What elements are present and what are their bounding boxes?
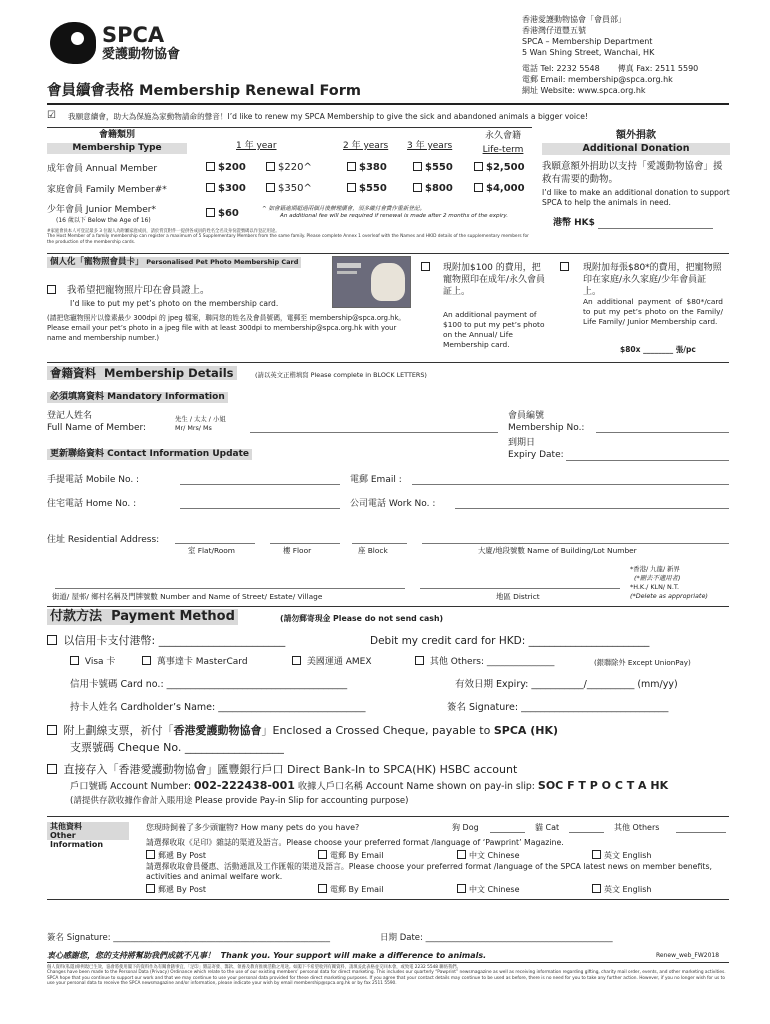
mobile-label: 手提電話 Mobile No. : <box>47 475 140 485</box>
privacy-notice: 個人資料(私隱)條例現已生效，協會將使用閣下的資料作為有關會籍事宜、「足印」雜誌寄發、籌款、領養及教育推廣活動之用途。如閣下不希望收到有關資料，請填妥此表格並交回本會，或致電 2232 5548 聯絡我們。 Changes have been made to the Personal Data (Privacy) Ordinance which relate to the use of our existing members’ personal data for direct marketing. This includes our quarterly “Pawprint” newsmagazine as well as receiving information regarding gifting, charity mail order, events, and other marketing activities. SPCA hope that you continue to support our work and that we may continue to use your personal data provided for these direct marketing purposes. If you agree that your contact details may continue to be used as before, there is no need for you to take any further action. However, if you no longer wish for us to use your personal data to receive the SPCA newsmagazine and/or information, please indicate your wish by email membership@spca.org.hk or by fax 2511 5590. <box>47 965 726 987</box>
photo-option-en: I’d like to put my pet’s photo on the membership card. <box>70 299 279 308</box>
dog-label: 狗 Dog <box>452 823 479 832</box>
title-options[interactable]: 先生 / 太太 / 小姐 Mr/ Mrs/ Ms <box>175 415 226 432</box>
donation-text-zh: 我願意額外捐助以支持「愛護動物協會」援救有需要的動物。 <box>542 161 723 185</box>
bank-account: 戶口號碼 Account Number: 002-222438-001 收據人戶口名稱 Account Name shown on pay-in slip: SOC F T P O C T A HK <box>70 779 669 792</box>
donation-title-zh: 額外捐款 <box>616 130 656 141</box>
cat-count-field[interactable] <box>569 832 604 833</box>
block-label: 座 Block <box>358 546 388 555</box>
floor-label: 樓 Floor <box>283 546 312 555</box>
region-options[interactable]: *香港/ 九龍/ 新界 (*刪去不適用者) *H.K./ KLN/ N.T. (*Delete as appropriate) <box>630 565 708 600</box>
bank-note: (請提供存款收據作會計入賬用途 Please provide Pay-in Slip for accounting purpose) <box>70 796 409 806</box>
street-field[interactable] <box>55 588 405 589</box>
expiry-date-label: 到期日 Expiry Date: <box>508 438 564 460</box>
donation-title-en: Additional Donation <box>542 143 730 155</box>
tel: 電話 Tel: 2232 5548 <box>522 64 600 73</box>
email-field[interactable] <box>412 484 729 485</box>
flat-label: 室 Flat/Room <box>188 546 236 555</box>
family-1y-option[interactable]: $300 <box>206 183 246 196</box>
news-post-option[interactable]: 郵遞 By Post <box>146 884 206 895</box>
col-3y: 3 年 years <box>407 141 453 151</box>
pawprint-email-option[interactable]: 電郵 By Email <box>318 850 384 861</box>
street-label: 街道/ 屋邨/ 鄉村名稱及門牌號數 Number and Name of Street/ Estate/ Village <box>52 592 323 601</box>
annual-3y-option[interactable]: $550 <box>413 162 453 175</box>
row-family-label: 家庭會員 Family Member#* <box>47 185 167 195</box>
dog-count-field[interactable] <box>490 832 525 833</box>
photo-fee-100-checkbox[interactable] <box>421 262 433 275</box>
family-note: #家庭會員本人可登記最多 3 位親人為附屬家庭成員，請於背頁附件一提供各成員的姓名全名及身份證號碼以作登記用途。 The Host Member of a family membership can register a maximum of 5 Supplementary Members from the same family. Please complete Annex 1 overleaf with the Names and HKID details of the supplementary members for the production of the membership cards. <box>47 229 529 245</box>
photo-fee-80-checkbox[interactable] <box>560 262 572 275</box>
building-label: 大廈/地段號數 Name of Building/Lot Number <box>478 546 637 555</box>
annual-1y-late-option[interactable]: $220^ <box>266 162 312 175</box>
details-title-note: (請以英文正楷填寫 Please complete in BLOCK LETTERS) <box>255 371 427 379</box>
full-name-field[interactable] <box>250 432 498 433</box>
cardholder-field[interactable]: 持卡人姓名 Cardholder’s Name: _______________________________ <box>70 702 366 713</box>
row-junior-label: 少年會員 Junior Member* <box>47 205 157 215</box>
intro-checkbox-icon[interactable]: ☑ <box>47 110 56 121</box>
family-1y-late-option[interactable]: $350^ <box>266 183 312 196</box>
photo-section-title: 個人化「寵物照會員卡」 Personalised Pet Photo Membership Card <box>47 257 301 268</box>
address-label: 住址 Residential Address: <box>47 535 160 545</box>
annual-2y-option[interactable]: $380 <box>347 162 387 175</box>
annual-life-option[interactable]: $2,500 <box>474 162 525 175</box>
pawprint-post-option[interactable]: 郵遞 By Post <box>146 850 206 861</box>
work-label: 公司電話 Work No. : <box>350 499 436 509</box>
photo-fee-80-zh: 現附加每張$80*的費用，把寵物照印在家庭/永久家庭/少年會員証上。 <box>583 263 722 297</box>
credit-amount-label[interactable]: Debit my credit card for HKD: _______________________ <box>370 635 650 647</box>
col-type-en: Membership Type <box>47 143 187 154</box>
org-name-zh: 愛護動物協會 <box>102 47 181 62</box>
family-life-option[interactable]: $4,000 <box>474 183 525 196</box>
payment-title: 付款方法 Payment Method <box>47 609 238 625</box>
visa-option[interactable]: Visa 卡 <box>70 656 115 668</box>
membership-no-label: 會員編號 Membership No.: <box>508 411 585 433</box>
others-card-option[interactable]: 其他 Others: _______________ <box>415 656 554 668</box>
family-2y-option[interactable]: $550 <box>347 183 387 196</box>
details-title: 會籍資料 Membership Details <box>47 366 237 380</box>
thanks-message: 衷心感謝您，您的支持將幫助我們成就不凡事！ Thank you. Your support will make a difference to animals. <box>47 951 487 960</box>
photo-fee-80-en: An additional payment of $80*/card to put my pet’s photo on the Family/ Life Family/ Junior Membership card. <box>583 297 723 326</box>
col-type-zh: 會籍類別 <box>98 130 135 140</box>
membership-no-field[interactable] <box>596 432 729 433</box>
cat-label: 貓 Cat <box>535 823 560 832</box>
card-signature-field[interactable]: 簽名 Signature: _______________________________ <box>447 702 669 713</box>
other-info-label: 其他資料 Other Information <box>47 822 129 840</box>
work-field[interactable] <box>455 508 729 509</box>
junior-age-note: (16 歲以下 Below the Age of 16) <box>56 217 151 224</box>
other-pets-label: 其他 Others <box>614 823 660 832</box>
news-email-option[interactable]: 電郵 By Email <box>318 884 384 895</box>
donation-text-en: I’d like to make an additional donation to support SPCA to help the animals in need. <box>542 188 730 207</box>
amex-option[interactable]: 美國運通 AMEX <box>292 656 372 668</box>
cheque-no-field[interactable]: 支票號碼 Cheque No. __________________ <box>70 741 284 754</box>
cheque-option[interactable]: 附上劃線支票，祈付「香港愛護動物協會」Enclosed a Crossed Cheque, payable to SPCA (HK) <box>47 724 558 738</box>
intro-text: 我願意續會，助大為保施為家動物請命的聲音！I’d like to renew my SPCA Membership to give the sick and abandoned animals a bigger voice! <box>68 112 588 121</box>
pawprint-english-option[interactable]: 英文 English <box>592 850 651 861</box>
pawprint-question: 請選擇收取《足印》雜誌的渠道及語言。Please choose your preferred format /language of ‘Pawprint’ Magazine. <box>146 838 564 847</box>
floor-field[interactable] <box>270 543 340 544</box>
org-address: 香港愛護動物協會「會員部」 香港灣仔道豐五號 SPCA – Membership Department 5 Wan Shing Street, Wanchai, HK 電話 Tel: 2232 5548 傳真 Fax: 2511 5590 電郵 Email: membership@spca.org.hk 網址 Website: www.spca.org.hk <box>522 15 699 95</box>
pet-card-image <box>332 256 411 308</box>
block-field[interactable] <box>352 543 407 544</box>
form-code: Renew_web_FW2018 <box>656 952 720 959</box>
building-field[interactable] <box>422 543 729 544</box>
payment-note: (請勿郵寄現金 Please do not send cash) <box>280 614 444 623</box>
home-field[interactable] <box>180 508 340 509</box>
page-title: 會員續會表格 Membership Renewal Form <box>47 83 362 99</box>
col-life-en: Life-term <box>482 145 524 155</box>
pawprint-chinese-option[interactable]: 中文 Chinese <box>457 850 520 861</box>
card-expiry-field[interactable]: 有效日期 Expiry: ___________/__________ (mm/yy) <box>455 679 678 690</box>
col-life-zh: 永久會籍 <box>484 131 521 141</box>
photo-fee-100-zh: 現附加$100 的費用，把寵物照印在成年/永久會員証上。 <box>443 263 546 297</box>
district-label: 地區 District <box>496 592 540 601</box>
expiry-date-field[interactable] <box>566 460 729 461</box>
card-no-field[interactable]: 信用卡號碼 Card no.: ______________________________________ <box>70 679 348 690</box>
spca-logo-icon <box>50 22 96 64</box>
donation-amount-field[interactable] <box>598 228 713 229</box>
full-name-label: 登記人姓名 Full Name of Member: <box>47 411 147 433</box>
mandatory-title: 必須填寫資料 Mandatory Information <box>47 392 228 403</box>
family-3y-option[interactable]: $800 <box>413 183 453 196</box>
news-chinese-option[interactable]: 中文 Chinese <box>457 884 520 895</box>
photo-fee-100-en: An additional payment of $100 to put my pet’s photo on the Annual/ Life Membership card. <box>443 310 545 349</box>
col-2y: 2 年 years <box>343 141 389 151</box>
junior-1y-option[interactable]: $60 <box>206 208 239 221</box>
other-pets-count-field[interactable] <box>676 832 726 833</box>
credit-card-option[interactable]: 以信用卡支付港幣: _______________________ <box>47 634 285 648</box>
news-question: 請選擇收取會員優惠、活動通訊及工作匯報的渠道及語言。Please choose your preferred format /language of the SPCA latest news on member benefits, activities and animal welfare work. <box>146 862 712 881</box>
photo-option-checkbox[interactable]: 我希望把寵物照片印在會員證上。 <box>47 285 210 297</box>
signature-field[interactable]: 簽名 Signature: ___________________________________________________ <box>47 933 331 943</box>
pets-count-label: 您現時飼養了多少頭寵物? How many pets do you have? <box>146 823 360 832</box>
col-1y: 1 年 year <box>236 141 277 151</box>
master-option[interactable]: 萬事達卡 MasterCard <box>142 656 248 668</box>
fax: 傳真 Fax: 2511 5590 <box>617 64 699 73</box>
website: 網址 Website: www.spca.org.hk <box>522 86 646 95</box>
others-card-note: (銀聯除外 Except UnionPay) <box>594 658 691 667</box>
contact-update-title: 更新聯絡資料 Contact Information Update <box>47 449 252 460</box>
late-fee-note: ^ 如會籍逾期超過兩個月後辦理續會，須多繳付會費作重新登記。 An additional fee will be required if renewal is made after 2 months of the expiry. <box>262 206 509 219</box>
row-annual-label: 成年會員 Annual Member <box>47 164 158 174</box>
donation-amount-label: 港幣 HK$ <box>553 218 595 228</box>
email: 電郵 Email: membership@spca.org.hk <box>522 75 673 84</box>
annual-1y-option[interactable]: $200 <box>206 162 246 175</box>
home-label: 住宅電話 Home No. : <box>47 499 137 509</box>
org-name-en: SPCA <box>102 23 165 47</box>
email-label: 電郵 Email : <box>350 475 402 485</box>
flat-field[interactable] <box>175 543 255 544</box>
date-field[interactable]: 日期 Date: ____________________________________________ <box>380 933 613 943</box>
district-field[interactable] <box>420 588 620 589</box>
news-english-option[interactable]: 英文 English <box>592 884 651 895</box>
photo-instructions: (請把您寵物照片以像素最少 300dpi 的 jpeg 檔案，聯同您的姓名及會員號碼，電郵至 membership@spca.org.hk。 Please email your pet’s photo in a jpeg file with at least 300dpi to membership@spca.org.hk with your name and membership number.) <box>47 314 406 342</box>
bank-in-option[interactable]: 直接存入「香港愛護動物協會」匯豐銀行戶口 Direct Bank-In to SPCA(HK) HSBC account <box>47 763 517 777</box>
photo-fee-80-qty[interactable]: $80x ________ 張/pc <box>620 345 696 354</box>
mobile-field[interactable] <box>180 484 340 485</box>
